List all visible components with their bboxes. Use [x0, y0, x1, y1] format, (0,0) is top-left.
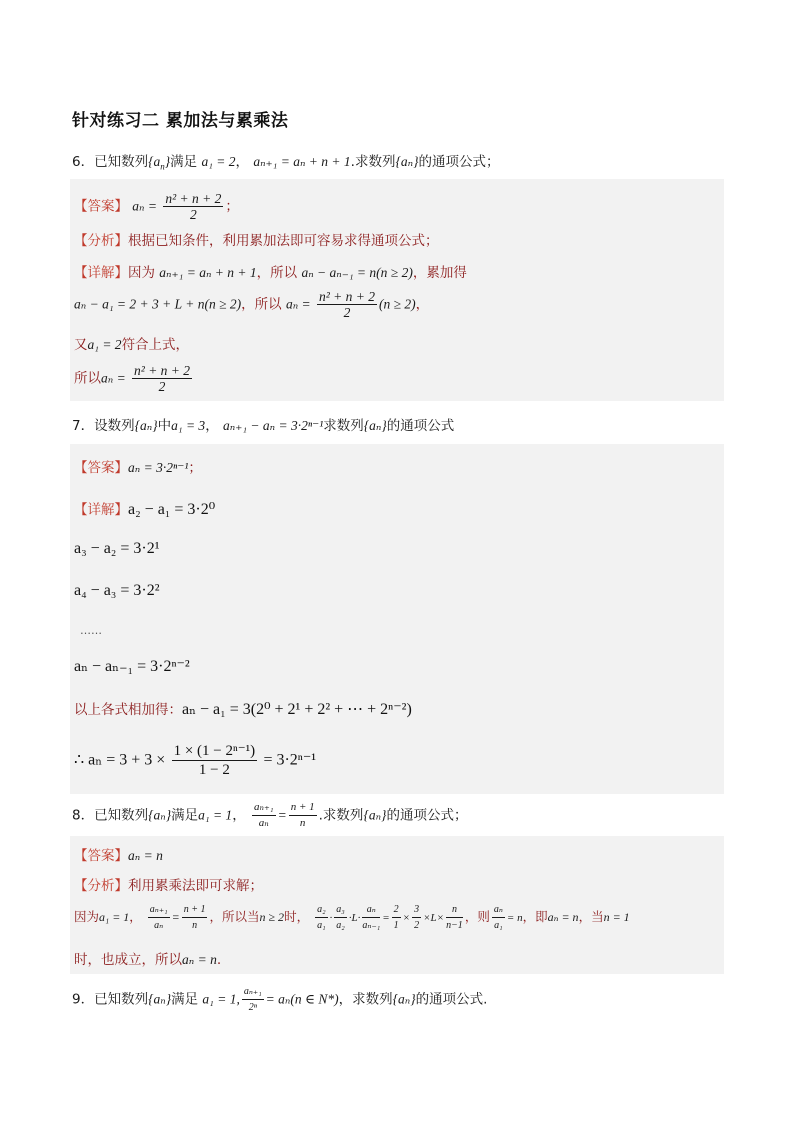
solution-block-6	[70, 179, 724, 401]
answer-line: 【答案】aₙ = 3·2ⁿ⁻¹；	[74, 460, 202, 476]
answer-line: 【答案】 aₙ = $\frac{\text{n² + n + 2}}{2}$ ；	[74, 191, 239, 222]
condition-a1: a₁ = 2	[201, 154, 236, 169]
equation-2: a₃ − a₂ = 3·2¹	[74, 540, 160, 557]
detail-line-4: 所以aₙ = $\frac{\text{n² + n + 2}}{2}$	[74, 363, 191, 394]
section-title: 针对练习二 累加法与累乘法	[72, 111, 289, 131]
answer-tag: 【答案】	[74, 198, 128, 215]
sequence-symbol: {a	[148, 154, 161, 169]
question-number: 8．	[72, 807, 95, 824]
final-line: ∴ aₙ = 3 + 3 × $\frac{\text{1 × (1 − 2ⁿ⁻¹)}}{1 - 2}$ = 3·2ⁿ⁻¹	[74, 743, 317, 778]
sum-line: 以上各式相加得：aₙ − a₁ = 3(2⁰ + 2¹ + 2² + ⋯ + 2ⁿ⁻²)	[74, 701, 412, 718]
ellipsis: ……	[80, 624, 102, 637]
question-9: 9．已知数列{aₙ}满足 a₁ = 1, $\frac{\text{aₙ₊₁}}{\text{2ⁿ}}$ = aₙ(n ∈ N*)，求数列{aₙ}的通项公式.	[72, 986, 488, 1013]
answer-tag: 【答案】	[74, 460, 128, 476]
detail-line-1: 因为a₁ = 1， $\frac{\text{aₙ₊₁}}{\text{aₙ}}$ = $\frac{n + 1}{n}$ ，所以当n ≥ 2时， $\frac{\text{a₂}}{\text{a₁}}$ · $\frac{\text{a₃}}{\text{a₂}}$ ·L· $\frac{\text{aₙ}}{\text{aₙ₋₁}}$ = $\frac{2}{1}$ × $\frac{3}{2}$ ×L× $\frac{n}{n-1}$ ，则 $\frac{\text{aₙ}}{\text{a₁}}$ = n，即aₙ = n，当n = 1	[74, 904, 630, 931]
question-number: 6．	[72, 154, 95, 170]
detail-line-2: 时，也成立，所以aₙ = n.	[74, 952, 222, 968]
solution-block-8	[70, 836, 724, 974]
answer-line: 【答案】aₙ = n	[74, 848, 163, 864]
condition-recurrence: aₙ₊₁ = aₙ + n + 1	[253, 154, 351, 169]
answer-fraction: $\frac{\text{n² + n + 2}}{2}$	[165, 191, 222, 222]
question-6: 6．已知数列$\{a_n\}$满足 a₁ = 2， aₙ₊₁ = aₙ + n + 1.求数列{aₙ}的通项公式；	[72, 154, 500, 172]
detail-tag: 【详解】	[74, 265, 128, 281]
equation-4: aₙ − aₙ₋₁ = 3·2ⁿ⁻²	[74, 658, 190, 675]
detail-line-1: 【详解】因为 aₙ₊₁ = aₙ + n + 1，所以 aₙ − aₙ₋₁ = n(n ≥ 2)，累加得	[74, 265, 467, 281]
question-8: 8．已知数列{aₙ}满足a₁ = 1， $\frac{\text{aₙ₊₁}}{\text{aₙ}}$ = $\frac{n + 1}{n}$ .求数列{aₙ}的通项公式；	[72, 801, 468, 829]
equation-3: a₄ − a₃ = 3·2²	[74, 582, 160, 599]
answer-tag: 【答案】	[74, 848, 128, 864]
detail-line-2: aₙ − a₁ = 2 + 3 + L + n(n ≥ 2)，所以 aₙ = $\frac{\text{n² + n + 2}}{2}$ (n ≥ 2)，	[74, 289, 430, 320]
question-number: 9．	[72, 991, 95, 1008]
analysis-line: 【分析】根据已知条件，利用累加法即可容易求得通项公式；	[74, 233, 439, 249]
analysis-tag: 【分析】	[74, 878, 128, 894]
analysis-line: 【分析】利用累乘法即可求解；	[74, 878, 263, 894]
question-7: 7．设数列{aₙ}中a₁ = 3， aₙ₊₁ − aₙ = 3·2ⁿ⁻¹求数列{aₙ}的通项公式	[72, 418, 455, 434]
solution-block-7	[70, 444, 724, 794]
analysis-tag: 【分析】	[74, 233, 128, 249]
detail-line-1: 【详解】a₂ − a₁ = 3·2⁰	[74, 501, 216, 518]
question-number: 7．	[72, 418, 95, 434]
detail-tag: 【详解】	[74, 502, 128, 518]
detail-line-3: 又a₁ = 2符合上式，	[74, 337, 190, 353]
